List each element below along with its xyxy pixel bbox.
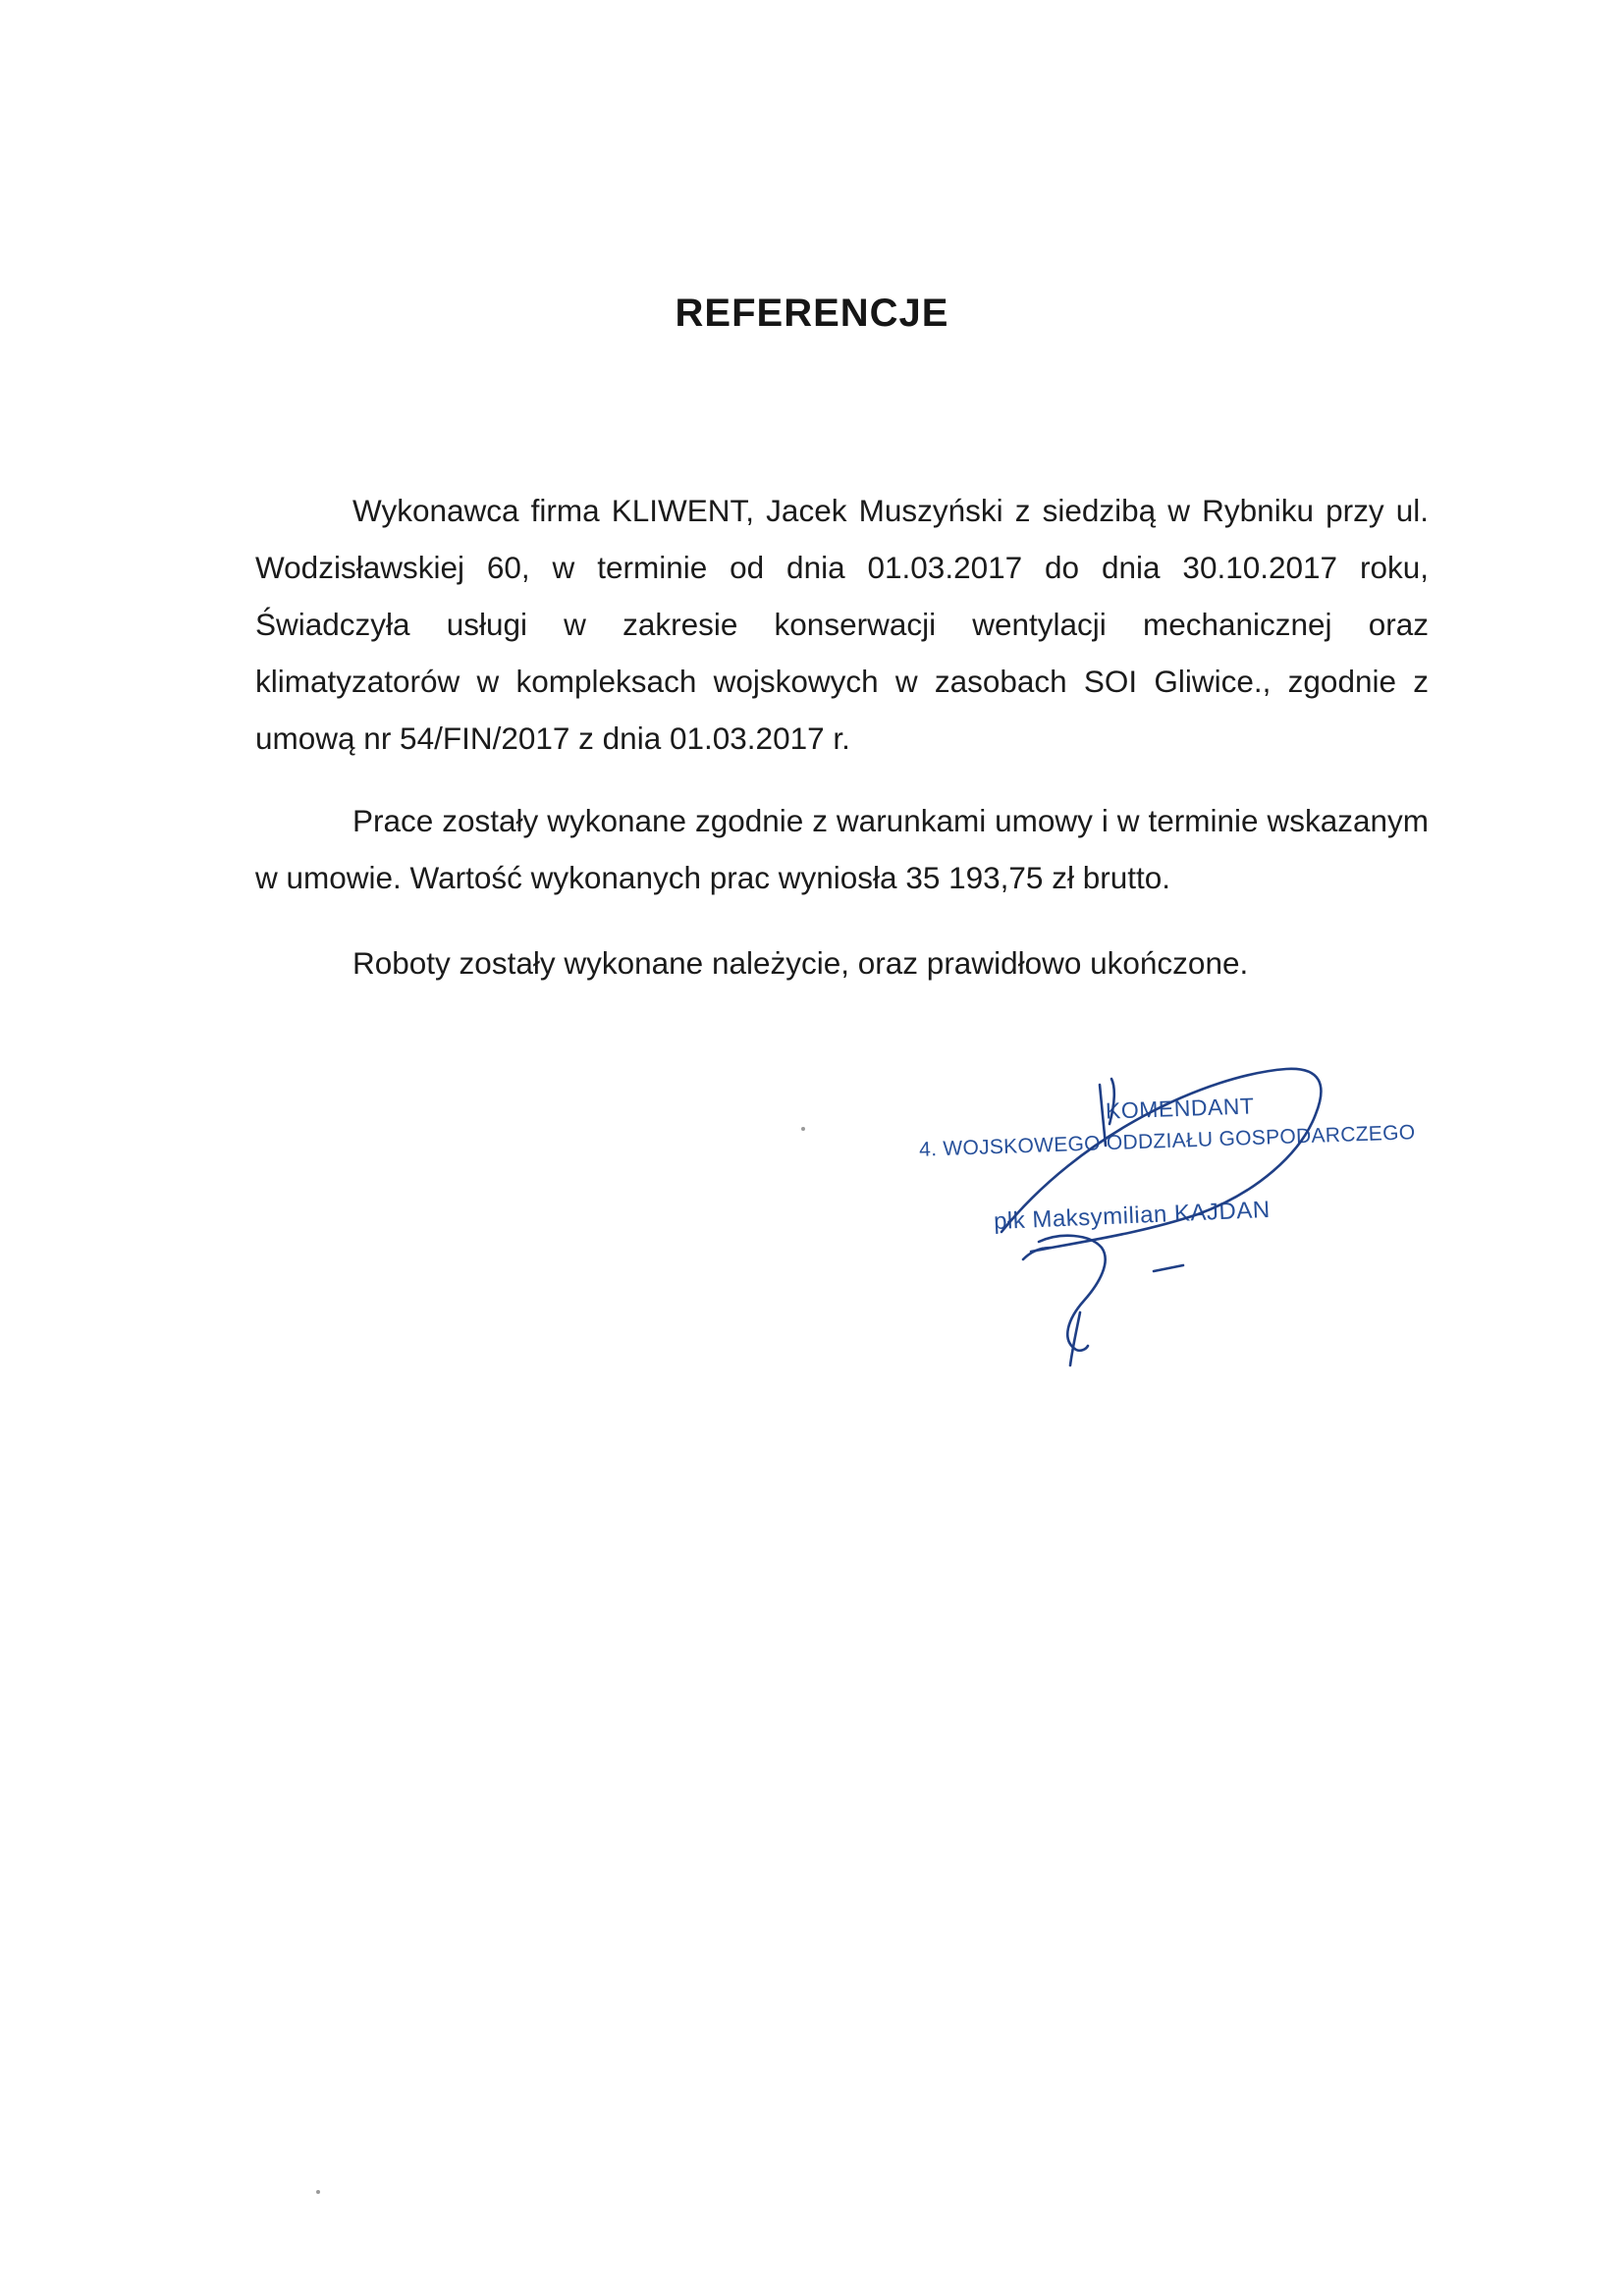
- document-title: REFERENCJE: [675, 292, 949, 335]
- scan-speck: [316, 2190, 320, 2194]
- stamp-name: płk Maksymilian KAJDAN: [993, 1196, 1272, 1236]
- paragraph-contractor: Wykonawca firma KLIWENT, Jacek Muszyński z siedzibą w Rybniku przy ul. Wodzisławskiej 60, w terminie od dnia 01.03.2017 do dnia 30.10.2017 roku, Świadczyła usługi w zakresie konserwacji wentylacji mechanicznej oraz klimatyzatorów w kompleksach wojskowych w zasobach SOI Gliwice., zgodnie z umową nr 54/FIN/2017 z dnia 01.03.2017 r.: [255, 493, 1429, 756]
- scan-speck: [801, 1127, 805, 1131]
- paragraph-quality: Roboty zostały wykonane należycie, oraz prawidłowo ukończone.: [352, 945, 1249, 981]
- stamp-title: KOMENDANT: [1105, 1093, 1255, 1124]
- official-stamp: [884, 1055, 1416, 1369]
- paragraph-completion-value: Prace zostały wykonane zgodnie z warunkami umowy i w terminie wskazanym w umowie. Wartość wykonanych prac wyniosła 35 193,75 zł brutto.: [255, 803, 1429, 895]
- stamp-unit: 4. WOJSKOWEGO ODDZIAŁU GOSPODARCZEGO: [918, 1121, 1416, 1161]
